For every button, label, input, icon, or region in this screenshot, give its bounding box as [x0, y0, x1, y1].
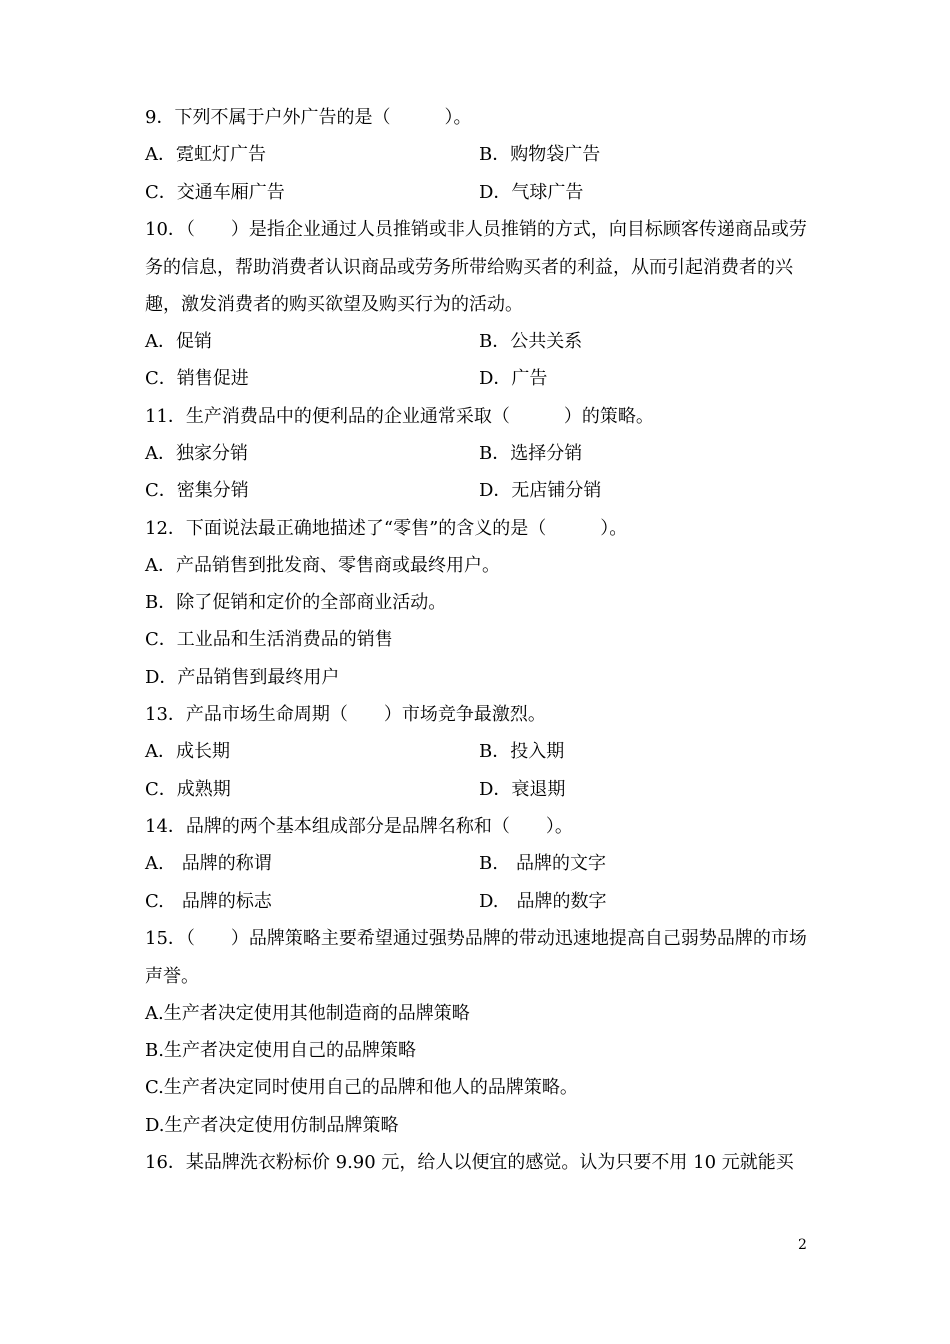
question-15-option-a: A.生产者决定使用其他制造商的品牌策略	[145, 1003, 470, 1024]
question-15-option-c: C.生产者决定同时使用自己的品牌和他人的品牌策略。	[145, 1077, 578, 1098]
question-15-option-d: D.生产者决定使用仿制品牌策略	[145, 1115, 399, 1136]
question-10-option-b: B．公共关系	[479, 331, 583, 352]
question-14-option-c: C. 品牌的标志	[145, 891, 272, 912]
question-9-option-c: C．交通车厢广告	[145, 182, 285, 203]
question-12-option-a: A．产品销售到批发商、零售商或最终用户。	[145, 555, 500, 576]
question-11-option-d: D．无店铺分销	[479, 480, 602, 501]
question-12-option-c: C．工业品和生活消费品的销售	[145, 629, 393, 650]
question-10-option-d: D．广告	[479, 368, 548, 389]
question-12-stem: 12．下面说法最正确地描述了“零售”的含义的是（ ）。	[145, 518, 628, 539]
question-15-stem: 15．（ ）品牌策略主要希望通过强势品牌的带动迅速地提高自己弱势品牌的市场声誉。	[145, 928, 807, 987]
question-14-option-d: D. 品牌的数字	[479, 891, 607, 912]
question-13-option-d: D．衰退期	[479, 779, 566, 800]
question-13-option-a: A．成长期	[145, 741, 230, 762]
question-10-option-a: A．促销	[145, 331, 212, 352]
question-13-stem: 13．产品市场生命周期（ ）市场竞争最激烈。	[145, 704, 546, 725]
question-9-option-d: D．气球广告	[479, 182, 584, 203]
question-12-option-d: D．产品销售到最终用户	[145, 667, 340, 688]
question-9-stem: 9．下列不属于户外广告的是（ ）。	[145, 107, 472, 128]
question-11-stem: 11．生产消费品中的便利品的企业通常采取（ ）的策略。	[145, 406, 654, 427]
question-9-option-b: B．购物袋广告	[479, 144, 601, 165]
question-13-option-b: B．投入期	[479, 741, 565, 762]
question-14-option-b: B. 品牌的文字	[479, 853, 606, 874]
question-10-option-c: C．销售促进	[145, 368, 249, 389]
question-16-stem: 16．某品牌洗衣粉标价 9.90 元，给人以便宜的感觉。认为只要不用 10 元就能买	[145, 1152, 794, 1173]
question-14-stem: 14．品牌的两个基本组成部分是品牌名称和（ ）。	[145, 816, 573, 837]
question-14-option-a: A. 品牌的称谓	[145, 853, 272, 874]
question-11-option-b: B．选择分销	[479, 443, 583, 464]
question-9-option-a: A．霓虹灯广告	[145, 144, 266, 165]
question-13-option-c: C．成熟期	[145, 779, 231, 800]
question-15-option-b: B.生产者决定使用自己的品牌策略	[145, 1040, 416, 1061]
page-number: 2	[798, 1237, 807, 1253]
question-11-option-a: A．独家分销	[145, 443, 248, 464]
question-10-stem: 10．（ ）是指企业通过人员推销或非人员推销的方式，向目标顾客传递商品或劳务的信息，帮助消费者认识商品或劳务所带给购买者的利益，从而引起消费者的兴趣，激发消费者的购买欲望及购买行为的活动。	[145, 219, 807, 315]
question-11-option-c: C．密集分销	[145, 480, 249, 501]
question-12-option-b: B．除了促销和定价的全部商业活动。	[145, 592, 447, 613]
